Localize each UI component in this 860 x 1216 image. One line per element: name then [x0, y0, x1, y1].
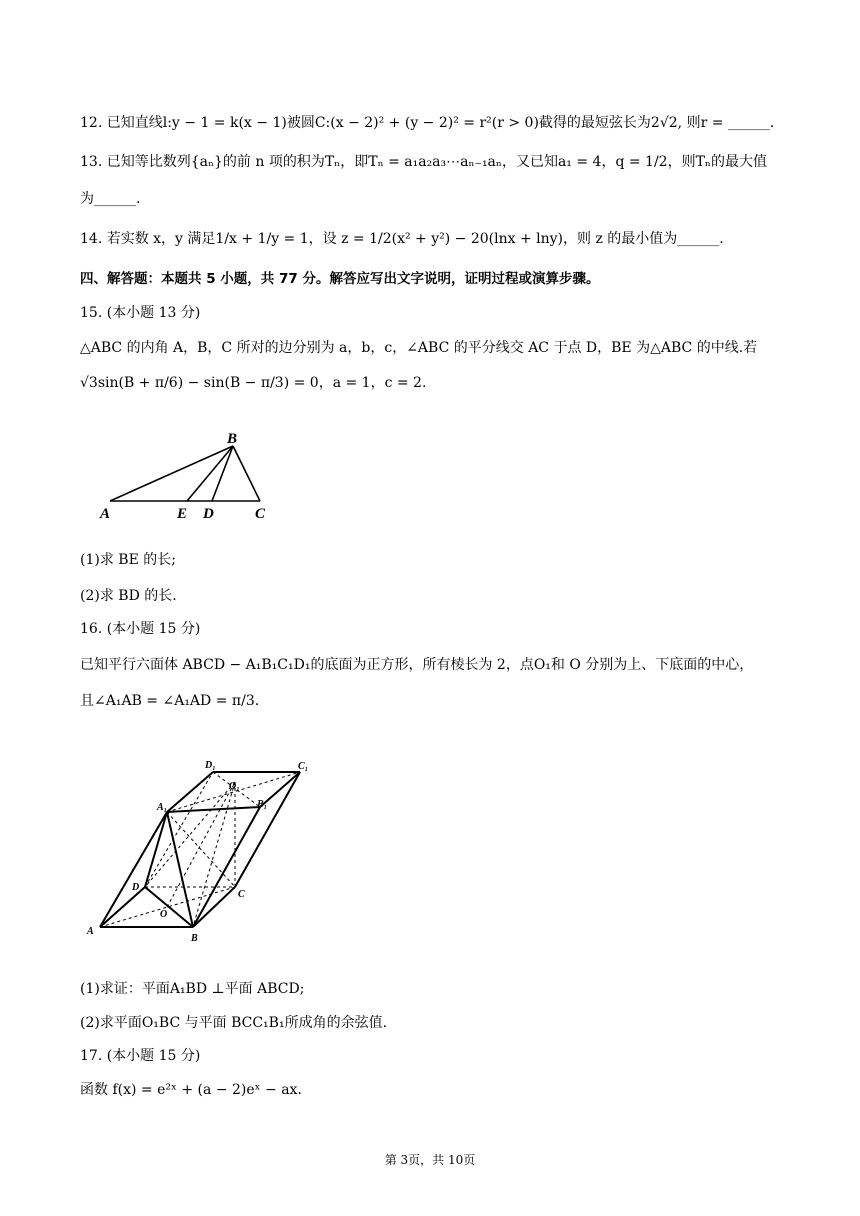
label-b: B — [191, 933, 198, 944]
hidden-segment-o1b — [193, 782, 235, 927]
question-17-line-1: 函数 f(x) = e²ˣ + (a − 2)eˣ − ax. — [80, 1082, 302, 1098]
question-15-part-1: (1)求 BE 的长; — [80, 552, 176, 568]
section-4-heading: 四、解答题：本题共 5 小题，共 77 分。解答应写出文字说明，证明过程或演算步骤。 — [80, 271, 600, 287]
edge-bc — [193, 887, 235, 927]
question-13-line-2: 为______. — [80, 191, 141, 207]
segment-be — [187, 446, 233, 501]
label-d: D — [203, 506, 214, 520]
question-13-line-1: 13. 已知等比数列{aₙ}的前 n 项的积为Tₙ，即Tₙ = a₁a₂a₃⋯aₙ₋₁aₙ，又已知a₁ = 4，q = 1/2，则Tₙ的最大值 — [80, 154, 767, 170]
label-o: O — [160, 909, 168, 920]
question-16-part-1: (1)求证：平面A₁BD ⊥平面 ABCD; — [80, 981, 305, 997]
question-12: 12. 已知直线l:y − 1 = k(x − 1)被圆C:(x − 2)² + (y − 2)² = r²(r > 0)截得的最短弦长为2√2, 则r = ______. — [80, 115, 775, 131]
label-o1: O₁ — [229, 781, 240, 792]
label-d1: D₁ — [205, 760, 216, 771]
hidden-segment-o1d — [145, 782, 235, 887]
label-d: D — [132, 882, 140, 893]
hidden-edge-dd1 — [145, 772, 213, 887]
hidden-segment-a1c — [167, 812, 235, 887]
label-a: A — [87, 926, 94, 937]
parallelepiped-figure — [85, 752, 335, 944]
triangle-abc-figure — [95, 428, 285, 520]
question-14: 14. 若实数 x，y 满足1/x + 1/y = 1，设 z = 1/2(x² + y²) − 20(lnx + lny)，则 z 的最小值为______. — [80, 231, 724, 247]
question-16-part-2: (2)求平面O₁BC 与平面 BCC₁B₁所成角的余弦值. — [80, 1015, 388, 1031]
question-15-line-1: △ABC 的内角 A，B，C 所对的边分别为 a，b，c，∠ABC 的平分线交 AC 于点 D，BE 为△ABC 的中线.若 — [80, 340, 758, 356]
question-16-line-1: 已知平行六面体 ABCD − A₁B₁C₁D₁的底面为正方形，所有棱长为 2，点O₁和 O 分别为上、下底面的中心， — [80, 657, 754, 673]
label-c: C — [255, 506, 266, 520]
question-15-title: 15. (本小题 13 分) — [80, 305, 201, 321]
segment-bc — [233, 446, 260, 501]
hidden-segment-oo1 — [167, 782, 235, 907]
question-15-line-2: √3sin(B + π/6) − sin(B − π/3) = 0，a = 1，c = 2. — [80, 375, 427, 391]
page-footer: 第 3页，共 10页 — [384, 1153, 476, 1167]
question-16-title: 16. (本小题 15 分) — [80, 621, 201, 637]
label-a1: A₁ — [157, 802, 168, 813]
label-c: C — [238, 889, 245, 900]
edge-cc1 — [235, 772, 300, 887]
label-a: A — [100, 506, 111, 520]
label-c1: C₁ — [298, 761, 309, 772]
edge-aa1 — [100, 812, 167, 927]
question-16-line-2: 且∠A₁AB = ∠A₁AD = π/3. — [80, 693, 260, 709]
edge-a1d1 — [167, 772, 213, 812]
question-17-title: 17. (本小题 15 分) — [80, 1048, 201, 1064]
edge-ad — [100, 887, 145, 927]
label-b1: B₁ — [257, 799, 268, 810]
label-e: E — [177, 506, 188, 520]
label-b: B — [227, 431, 238, 447]
segment-a1d — [145, 812, 167, 887]
edge-bb1 — [193, 807, 260, 927]
question-15-part-2: (2)求 BD 的长. — [80, 588, 177, 604]
